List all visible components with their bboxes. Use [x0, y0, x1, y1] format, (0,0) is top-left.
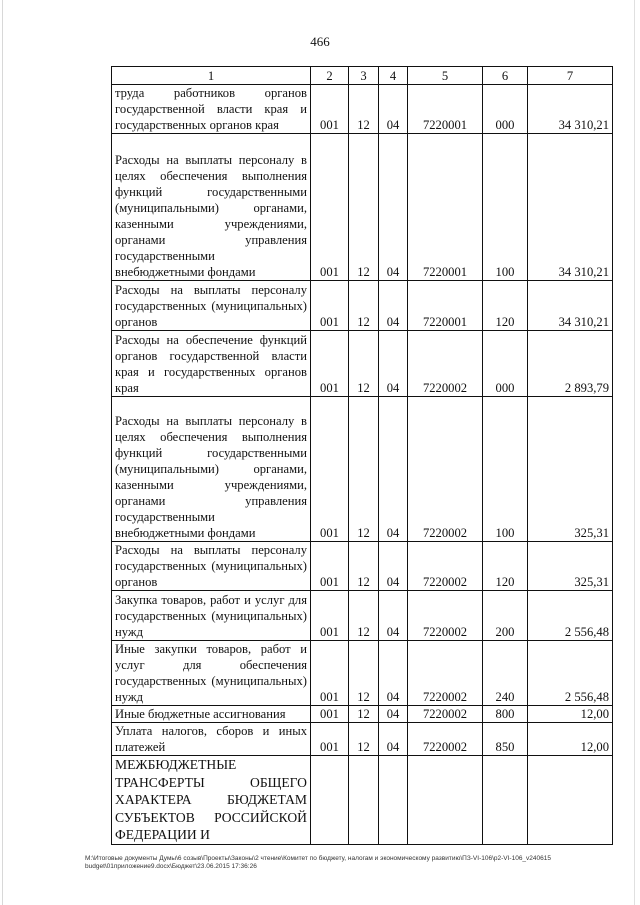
- row-section: 12: [349, 591, 379, 641]
- row-amount: [528, 756, 613, 845]
- row-section: 12: [349, 85, 379, 134]
- table-row: [112, 591, 613, 641]
- row-subsection: 04: [379, 591, 408, 641]
- row-description: Расходы на выплаты персоналу государственных (муниципальных) органов: [112, 281, 311, 331]
- document-path-footer: M:\Итоговые документы Думы\6 созыв\Проекты\Законы\2 чтение\Комитет по бюджету, налогам и экономическому развитию\ПЗ-VI-106\p2-VI-106_v240615 budget\01приложение9.docx\Бюджет\23.06.2015 17:36:26: [85, 855, 551, 870]
- row-subsection: 04: [379, 331, 408, 397]
- table-row: [112, 706, 613, 723]
- table-row: [112, 542, 613, 591]
- row-ministry-code: 001: [311, 331, 349, 397]
- header-row: [112, 67, 613, 85]
- table-row: [112, 756, 613, 845]
- row-target-article: 7220002: [408, 591, 483, 641]
- page-number: 466: [310, 34, 330, 49]
- row-subsection: 04: [379, 641, 408, 706]
- row-amount: 12,00: [528, 706, 613, 723]
- table-row: [112, 281, 613, 331]
- row-amount: 34 310,21: [528, 281, 613, 331]
- row-description: Иные бюджетные ассигнования: [112, 706, 311, 723]
- row-ministry-code: 001: [311, 641, 349, 706]
- row-target-article: 7220001: [408, 85, 483, 134]
- row-target-article: 7220002: [408, 723, 483, 756]
- row-expense-type: 120: [483, 542, 528, 591]
- row-target-article: 7220002: [408, 397, 483, 542]
- row-section: 12: [349, 281, 379, 331]
- row-ministry-code: 001: [311, 706, 349, 723]
- row-subsection: 04: [379, 134, 408, 281]
- row-ministry-code: 001: [311, 723, 349, 756]
- header-col-4: 4: [379, 67, 408, 85]
- row-description: Расходы на выплаты персоналу в целях обеспечения выполнения функций государственными (муниципальными) органами, казенными учреждениями, органами управления государственными внебюджетными фондами: [112, 397, 311, 542]
- row-subsection: [379, 756, 408, 845]
- table-row: [112, 85, 613, 134]
- scan-edge-right: [634, 0, 635, 905]
- row-amount: 2 556,48: [528, 641, 613, 706]
- table-row: [112, 723, 613, 756]
- row-ministry-code: [311, 756, 349, 845]
- row-expense-type: 100: [483, 397, 528, 542]
- row-description: Расходы на выплаты персоналу государственных (муниципальных) органов: [112, 542, 311, 591]
- row-expense-type: 240: [483, 641, 528, 706]
- row-description: труда работников органов государственной власти края и государственных органов края: [112, 85, 311, 134]
- row-description: Расходы на обеспечение функций органов государственной власти края и государственных органов края: [112, 331, 311, 397]
- row-expense-type: 800: [483, 706, 528, 723]
- row-section: 12: [349, 723, 379, 756]
- scan-edge-left: [2, 0, 3, 905]
- row-ministry-code: 001: [311, 542, 349, 591]
- table-row: [112, 134, 613, 281]
- row-section: 12: [349, 641, 379, 706]
- row-amount: 34 310,21: [528, 85, 613, 134]
- header-col-3: 3: [349, 67, 379, 85]
- row-expense-type: 000: [483, 85, 528, 134]
- row-description: Закупка товаров, работ и услуг для государственных (муниципальных) нужд: [112, 591, 311, 641]
- header-col-2: 2: [311, 67, 349, 85]
- row-description: Иные закупки товаров, работ и услуг для обеспечения государственных (муниципальных) нужд: [112, 641, 311, 706]
- row-amount: 325,31: [528, 542, 613, 591]
- row-ministry-code: 001: [311, 85, 349, 134]
- row-expense-type: [483, 756, 528, 845]
- row-target-article: 7220002: [408, 542, 483, 591]
- row-subsection: 04: [379, 397, 408, 542]
- row-subsection: 04: [379, 85, 408, 134]
- header-col-1: 1: [112, 67, 311, 85]
- row-amount: 325,31: [528, 397, 613, 542]
- budget-table: [111, 66, 613, 845]
- row-section: 12: [349, 397, 379, 542]
- row-ministry-code: 001: [311, 397, 349, 542]
- row-target-article: 7220001: [408, 134, 483, 281]
- row-target-article: 7220001: [408, 281, 483, 331]
- row-section: [349, 756, 379, 845]
- row-amount: 2 893,79: [528, 331, 613, 397]
- row-section: 12: [349, 331, 379, 397]
- row-ministry-code: 001: [311, 281, 349, 331]
- row-expense-type: 850: [483, 723, 528, 756]
- row-amount: 2 556,48: [528, 591, 613, 641]
- row-expense-type: 120: [483, 281, 528, 331]
- row-section: 12: [349, 542, 379, 591]
- row-section: 12: [349, 706, 379, 723]
- row-target-article: 7220002: [408, 331, 483, 397]
- row-subsection: 04: [379, 281, 408, 331]
- row-description: МЕЖБЮДЖЕТНЫЕ ТРАНСФЕРТЫ ОБЩЕГО ХАРАКТЕРА БЮДЖЕТАМ СУБЪЕКТОВ РОССИЙСКОЙ ФЕДЕРАЦИИ И: [112, 756, 311, 845]
- table-row: [112, 331, 613, 397]
- row-description: Расходы на выплаты персоналу в целях обеспечения выполнения функций государственными (муниципальными) органами, казенными учреждениями, органами управления государственными внебюджетными фондами: [112, 134, 311, 281]
- table-row: [112, 397, 613, 542]
- row-target-article: 7220002: [408, 641, 483, 706]
- row-subsection: 04: [379, 723, 408, 756]
- table-row: [112, 641, 613, 706]
- header-col-7: 7: [528, 67, 613, 85]
- row-amount: 34 310,21: [528, 134, 613, 281]
- row-ministry-code: 001: [311, 591, 349, 641]
- row-amount: 12,00: [528, 723, 613, 756]
- row-target-article: [408, 756, 483, 845]
- row-target-article: 7220002: [408, 706, 483, 723]
- row-expense-type: 000: [483, 331, 528, 397]
- header-col-6: 6: [483, 67, 528, 85]
- row-subsection: 04: [379, 706, 408, 723]
- row-expense-type: 100: [483, 134, 528, 281]
- row-section: 12: [349, 134, 379, 281]
- row-ministry-code: 001: [311, 134, 349, 281]
- row-description: Уплата налогов, сборов и иных платежей: [112, 723, 311, 756]
- row-subsection: 04: [379, 542, 408, 591]
- header-col-5: 5: [408, 67, 483, 85]
- row-expense-type: 200: [483, 591, 528, 641]
